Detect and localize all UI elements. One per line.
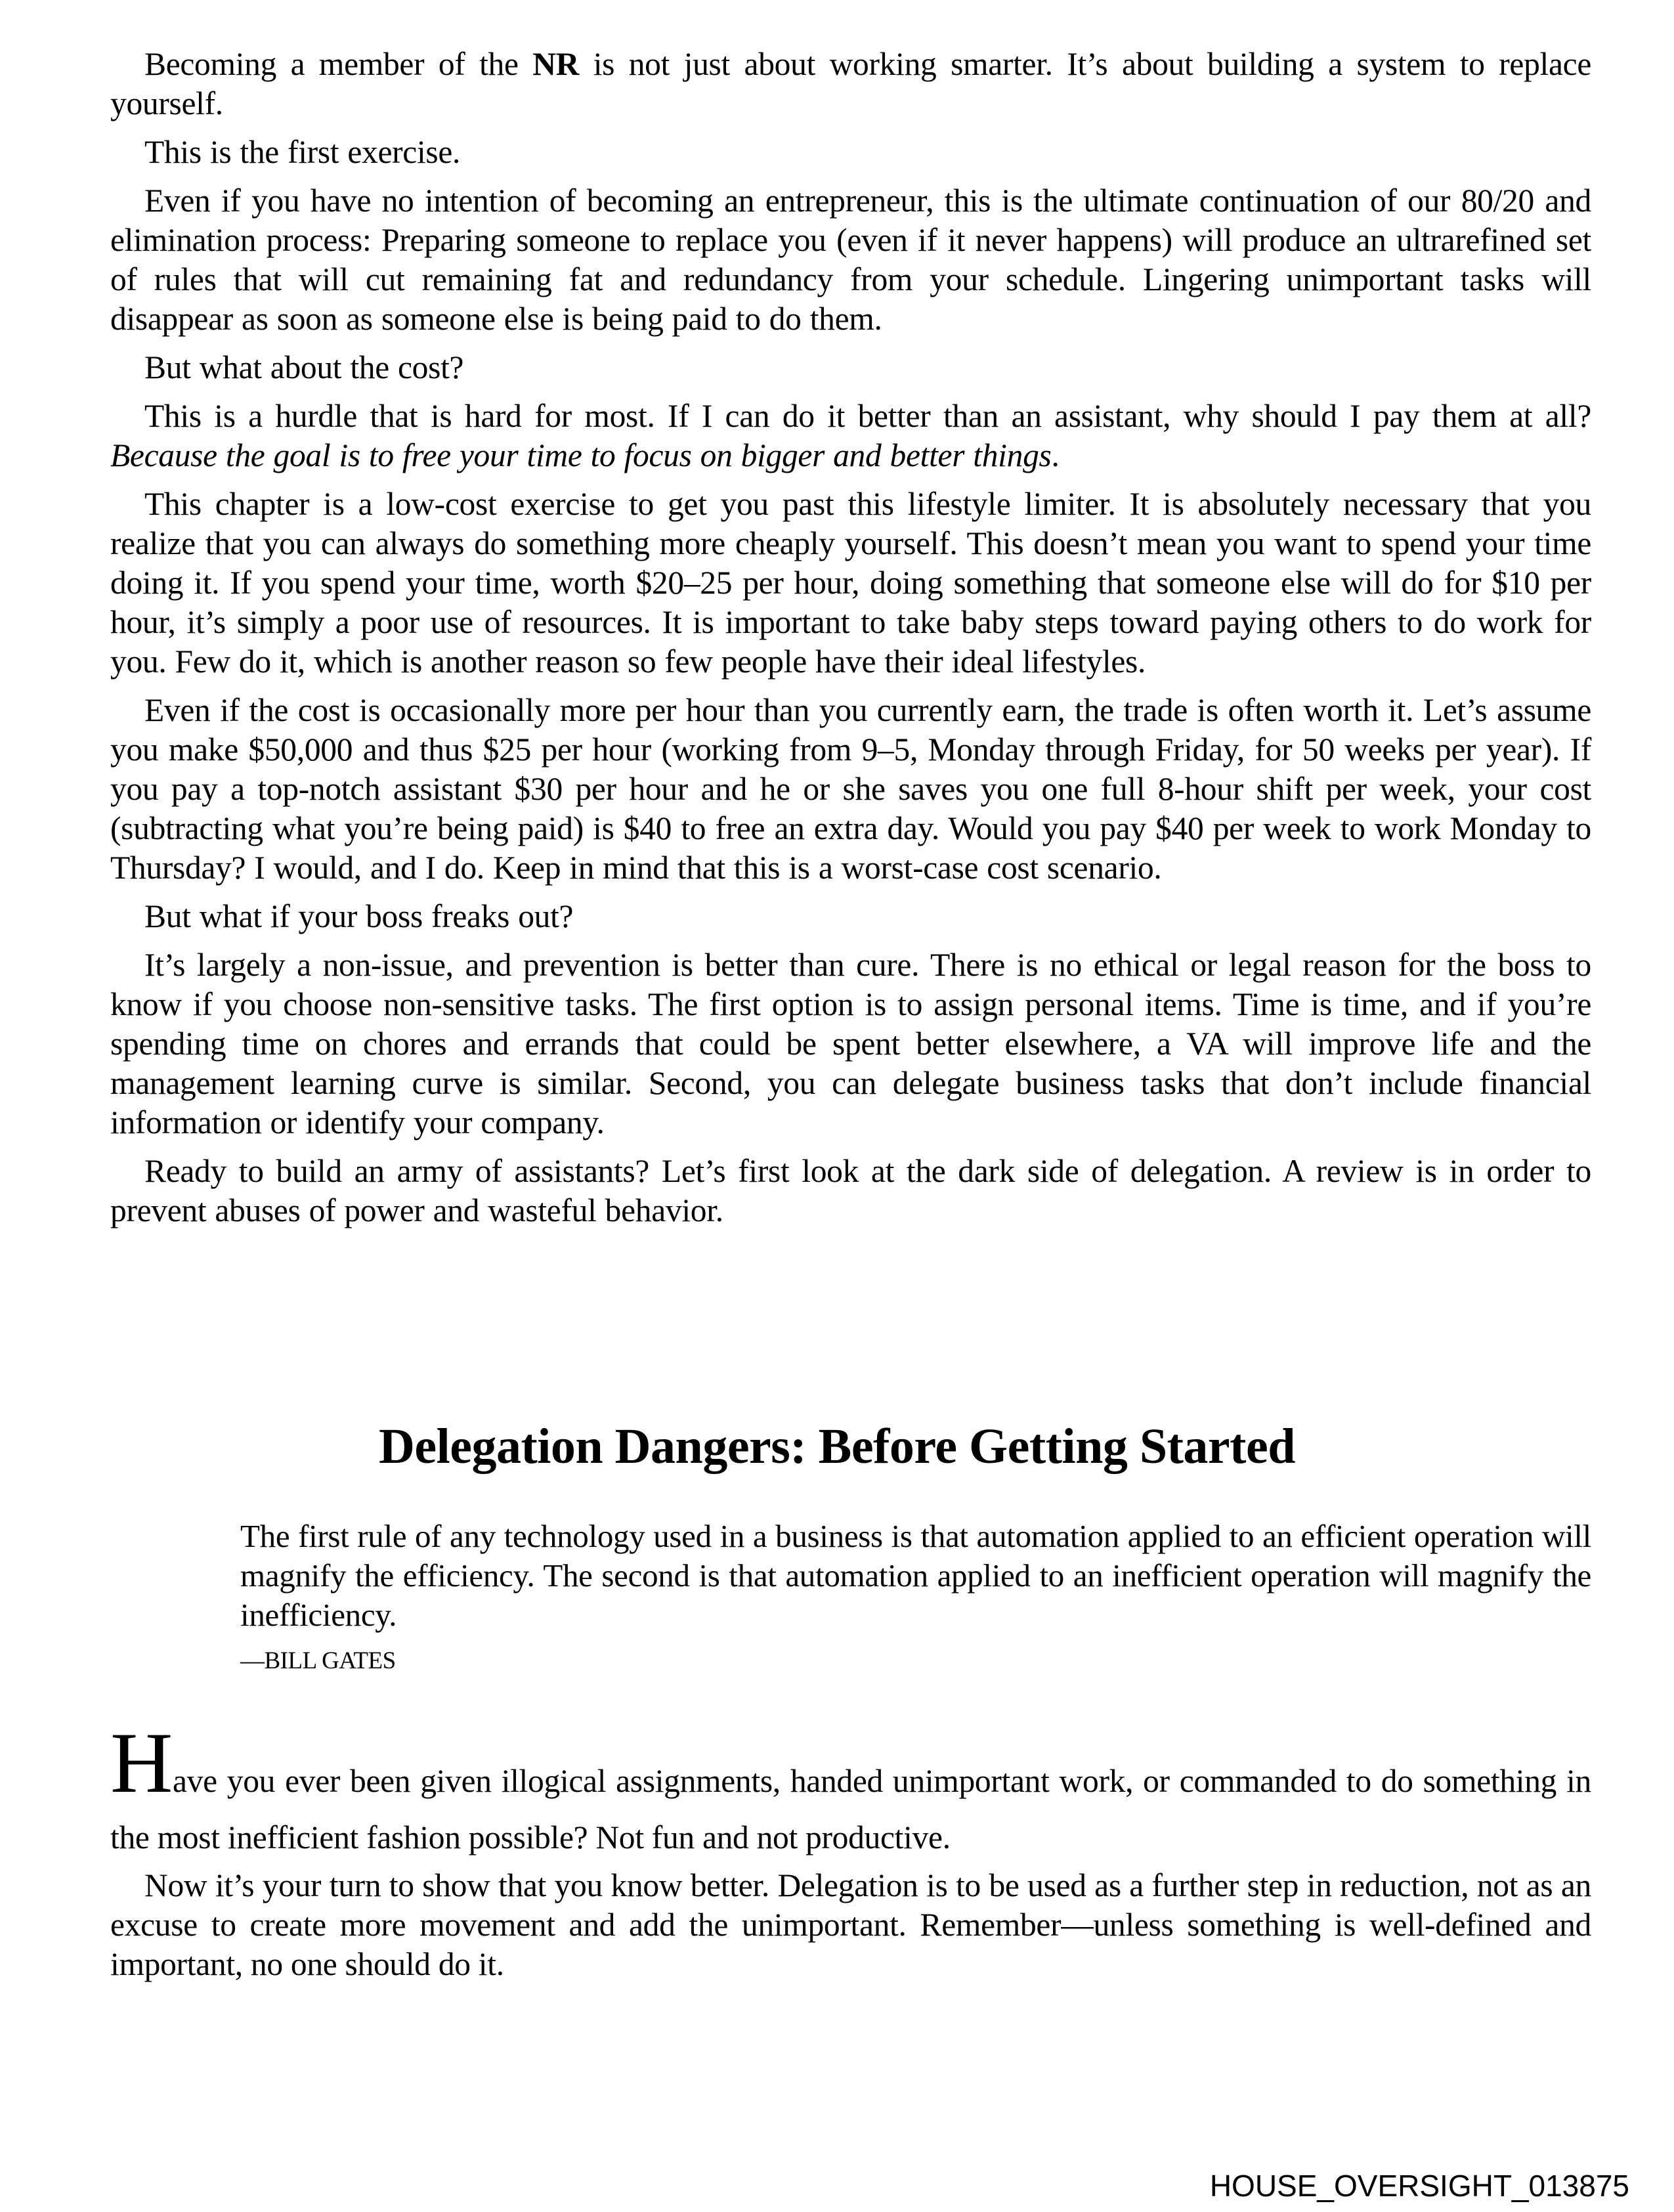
text-run: Ready to build an army of assistants? Let’s first look at the dark side of delegation. A review is in order to prevent abuses of power and wasteful behavior. [110, 1153, 1591, 1228]
paragraph [110, 397, 1591, 475]
text-run: This chapter is a low-cost exercise to get you past this lifestyle limiter. It is absolutely necessary that you realize that you can always do something more cheaply yourself. This doesn’t mean you want to spend your time doing it. If you spend your time, worth $20–25 per hour, doing something that someone else will do for $10 per hour, it’s simply a poor use of resources. It is important to take baby steps toward paying others to do work for you. Few do it, which is another reason so few people have their ideal lifestyles. [110, 486, 1591, 680]
paragraph [110, 133, 1591, 172]
text-run: Becoming a member of the [144, 46, 533, 82]
paragraph [110, 1152, 1591, 1230]
bold-text-run: NR [532, 46, 580, 82]
lead-paragraph [110, 1714, 1591, 1866]
text-run: This is the first exercise. [144, 134, 461, 170]
paragraph [110, 348, 1591, 387]
text-run: This is a hurdle that is hard for most. If I can do it better than an assistant, why should I pay them at all? [144, 398, 1591, 434]
drop-cap: H [110, 1714, 173, 1811]
body-text [110, 45, 1591, 1240]
text-run: Even if the cost is occasionally more per hour than you currently earn, the trade is often worth it. Let’s assume you make $50,000 and thus $25 per hour (working from 9–5, Monday through Friday, for 50 weeks per year). If you pay a top-notch assistant $30 per hour and he or she saves you one full 8-hour shift per week, your cost (subtracting what you’re being paid) is $40 to free an extra day. Would you pay $40 per week to work Monday to Thursday? I would, and I do. Keep in mind that this is a worst-case cost scenario. [110, 692, 1591, 886]
epigraph-attribution: —BILL GATES [240, 1647, 396, 1674]
lead-paragraph-text: ave you ever been given illogical assignments, handed unimportant work, or commanded to do something in the most inefficient fashion possible? Not fun and not productive. [110, 1763, 1591, 1855]
text-run: But what if your boss freaks out? [144, 898, 574, 934]
paragraph [110, 945, 1591, 1142]
paragraph: Now it’s your turn to show that you know better. Delegation is to be used as a further step in reduction, not as an excuse to create more movement and add the unimportant. Remember—unless something is well-defined and important, no one should do it. [110, 1867, 1591, 1982]
paragraph [110, 485, 1591, 682]
text-run: . [1051, 437, 1060, 473]
text-run: It’s largely a non-issue, and prevention is better than cure. There is no ethical or legal reason for the boss to know if you choose non-sensitive tasks. The first option is to assign personal items. Time is time, and if you’re spending time on chores and errands that could be spent better elsewhere, a VA will improve life and the management learning curve is similar. Second, you can delegate business tasks that don’t include financial information or identify your company. [110, 947, 1591, 1140]
paragraph [110, 45, 1591, 123]
paragraph [110, 691, 1591, 888]
epigraph [240, 1517, 1591, 1676]
paragraph [110, 897, 1591, 936]
paragraph [110, 181, 1591, 339]
document-id: HOUSE_OVERSIGHT_013875 [1209, 2169, 1629, 2203]
text-run: But what about the cost? [144, 349, 464, 385]
italic-text-run: Because the goal is to free your time to focus on bigger and better things [110, 437, 1052, 473]
epigraph-quote: The first rule of any technology used in a business is that automation applied to an efficient operation will magnify the efficiency. The second is that automation applied to an inefficient operation will magnify the inefficiency. [240, 1518, 1591, 1633]
section-heading: Delegation Dangers: Before Getting Started [379, 1419, 1295, 1474]
text-run: Even if you have no intention of becoming an entrepreneur, this is the ultimate continuation of our 80/20 and elimination process: Preparing someone to replace you (even if it never happens) will produce an ultrarefined set of rules that will cut remaining fat and redundancy from your schedule. Lingering unimportant tasks will disappear as soon as someone else is being paid to do them. [110, 183, 1591, 337]
text-run: is not just about working smarter. It’s about building a system to replace yourself. [110, 46, 1591, 121]
section-body [110, 1714, 1591, 1993]
